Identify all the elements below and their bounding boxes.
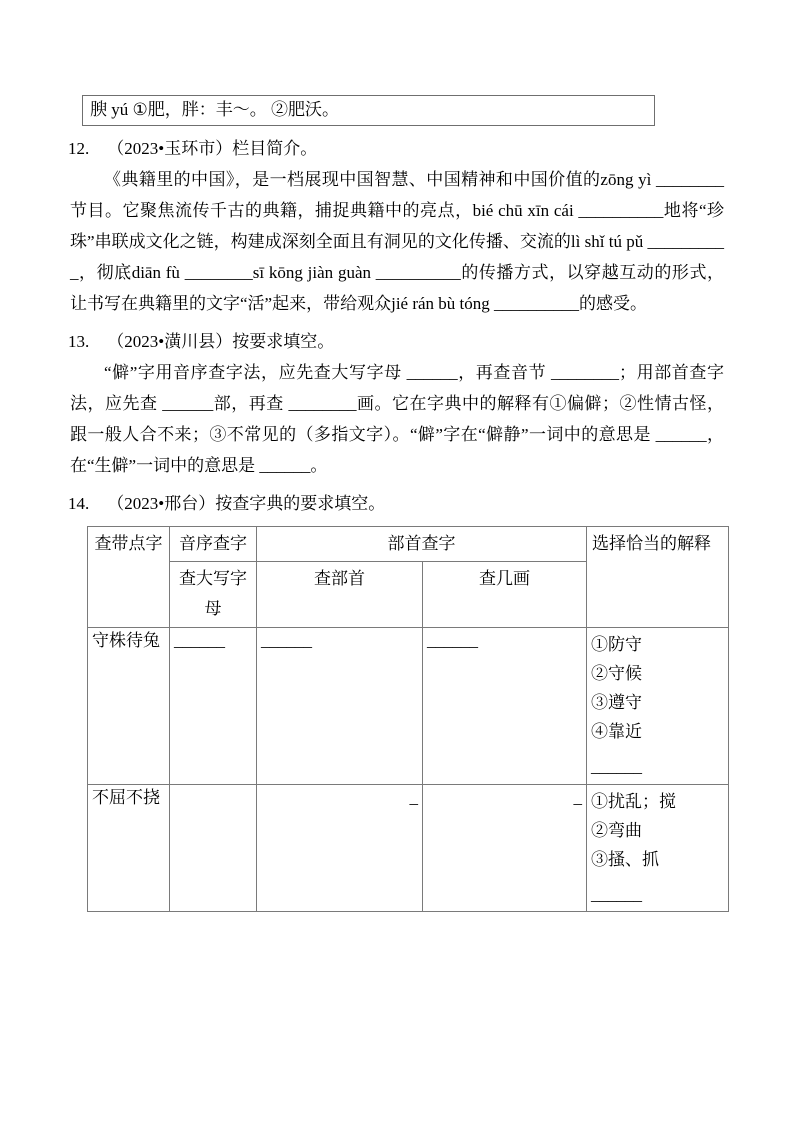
table-row-buqubunao — [88, 785, 729, 912]
option-2: ②守候 — [591, 664, 642, 683]
question-14-number: 14. — [68, 494, 90, 513]
word-cell: 不屈不挠 — [88, 785, 170, 912]
question-14-title: （2023•邢台）按查字典的要求填空。 — [107, 494, 386, 513]
dictionary-entry-box — [82, 95, 655, 126]
question-13-paragraph: “僻”字用音序查字法，应先查大写字母 ______，再查音节 ________；用部首查字法，应先查 ______部，再查 ________画。它在字典中的解释有①偏僻；②性情古怪，跟一般人合不来；③不常见的（多指文字）。“僻”字在“僻静”一词中的意思是 ______，在“生僻”一词中的意思是 ______。 — [70, 363, 724, 475]
option-3: ③搔、抓 — [591, 850, 659, 869]
table-header-row-1 — [88, 527, 729, 562]
capital-answer-blank — [170, 785, 257, 912]
explanation-options-cell — [587, 785, 729, 912]
dictionary-lookup-table — [87, 526, 729, 912]
option-3: ③遵守 — [591, 693, 642, 712]
question-12-header — [68, 133, 794, 164]
capital-answer-blank: ______ — [170, 628, 257, 785]
question-12-title: （2023•玉环市）栏目简介。 — [107, 139, 318, 158]
option-2: ②弯曲 — [591, 821, 642, 840]
strokes-answer-blank: ______ — [423, 628, 587, 785]
option-1: ①防守 — [591, 635, 642, 654]
question-12-paragraph: 《典籍里的中国》，是一档展现中国智慧、中国精神和中国价值的zōng yì ________节目。它聚焦流传千古的典籍，捕捉典籍中的亮点，bié chū xīn cái __________地将“珍珠”串联成文化之链，构建成深刻全面且有洞见的文化传播、交流的lì shǐ tú pǔ __________，彻底diān fù ________sī kōng jiàn guàn __________的传播方式，以穿越互动的形式，让书写在典籍里的文字“活”起来，带给观众jié rán bù tóng __________的感受。 — [70, 170, 724, 313]
question-12-number: 12. — [68, 139, 90, 158]
question-14-header — [68, 488, 794, 519]
question-13-number: 13. — [68, 332, 90, 351]
word-cell: 守株待兔 — [88, 628, 170, 785]
explanation-options-cell — [587, 628, 729, 785]
header-checked-word: 查带点字 — [88, 527, 170, 628]
header-choose-explanation: 选择恰当的解释 — [587, 527, 729, 628]
radical-answer-blank: ______ — [257, 628, 423, 785]
question-13-header — [68, 326, 794, 357]
dictionary-entry-text: 腴 yú ①肥，胖：丰～。 ②肥沃。 — [90, 100, 339, 119]
explanation-answer-blank: ______ — [591, 885, 642, 904]
strokes-answer-blank: _ — [423, 785, 587, 912]
table-row-shouzhudaitu — [88, 628, 729, 785]
header-radical-lookup: 部首查字 — [257, 527, 587, 562]
header-phonetic-lookup: 音序查字 — [170, 527, 257, 562]
subheader-stroke-count: 查几画 — [423, 562, 587, 628]
subheader-capital-letter: 查大写字母 — [170, 562, 257, 628]
subheader-radical: 查部首 — [257, 562, 423, 628]
explanation-answer-blank: ______ — [591, 757, 642, 776]
radical-answer-blank: _ — [257, 785, 423, 912]
question-13-title: （2023•潢川县）按要求填空。 — [107, 332, 335, 351]
option-1: ①扰乱；搅 — [591, 792, 676, 811]
option-4: ④靠近 — [591, 722, 642, 741]
